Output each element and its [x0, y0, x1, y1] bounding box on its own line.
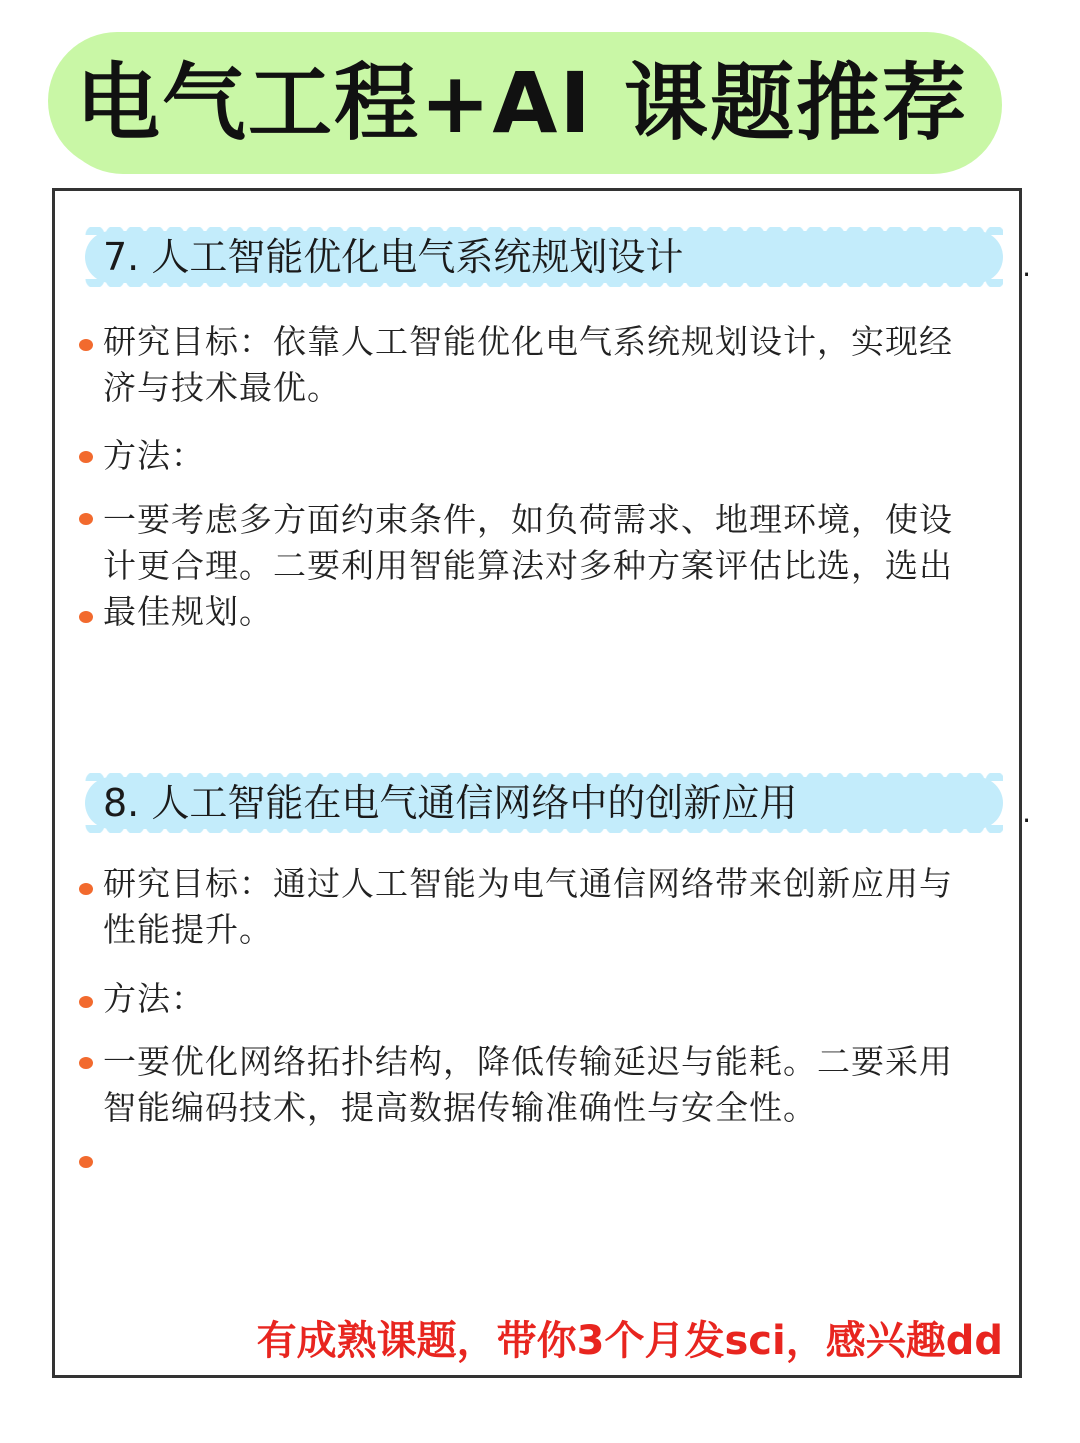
bullet-dot-icon	[79, 883, 93, 895]
bullet-dot-icon	[79, 339, 93, 351]
heading-dot: .	[1022, 796, 1031, 829]
bullet-dot-icon	[79, 451, 93, 463]
section-method-label: 方法：	[103, 979, 205, 1018]
heading-dot: .	[1022, 250, 1031, 283]
section-goal: 研究目标：依靠人工智能优化电气系统规划设计，实现经济与技术最优。	[103, 322, 953, 407]
bullet-dot-icon	[79, 1057, 93, 1069]
section-goal: 研究目标：通过人工智能为电气通信网络带来创新应用与性能提升。	[103, 864, 953, 949]
bullet-dot-icon	[79, 996, 93, 1008]
bullet-dot-icon	[79, 1156, 93, 1168]
section-method-text: 一要优化网络拓扑结构，降低传输延迟与能耗。二要采用智能编码技术，提高数据传输准确性与安全性。	[103, 1042, 953, 1127]
section-title: 8. 人工智能在电气通信网络中的创新应用	[103, 781, 798, 825]
section-title: 7. 人工智能优化电气系统规划设计	[103, 235, 684, 279]
bullet-dot-icon	[79, 513, 93, 525]
title-banner	[52, 36, 992, 166]
section-method-label: 方法：	[103, 436, 205, 475]
section-heading-8	[85, 777, 1031, 829]
content-card	[52, 188, 1031, 1378]
section-method-text: 一要考虑多方面约束条件，如负荷需求、地理环境，使设计更合理。二要利用智能算法对多种方案评估比选，选出最佳规划。	[103, 500, 953, 631]
bullet-dot-icon	[79, 611, 93, 623]
page-title: 电气工程+AI 课题推荐	[76, 54, 968, 152]
promo-text: 有成熟课题，带你3个月发sci，感兴趣dd	[256, 1318, 1003, 1364]
section-heading-7	[85, 231, 1031, 283]
